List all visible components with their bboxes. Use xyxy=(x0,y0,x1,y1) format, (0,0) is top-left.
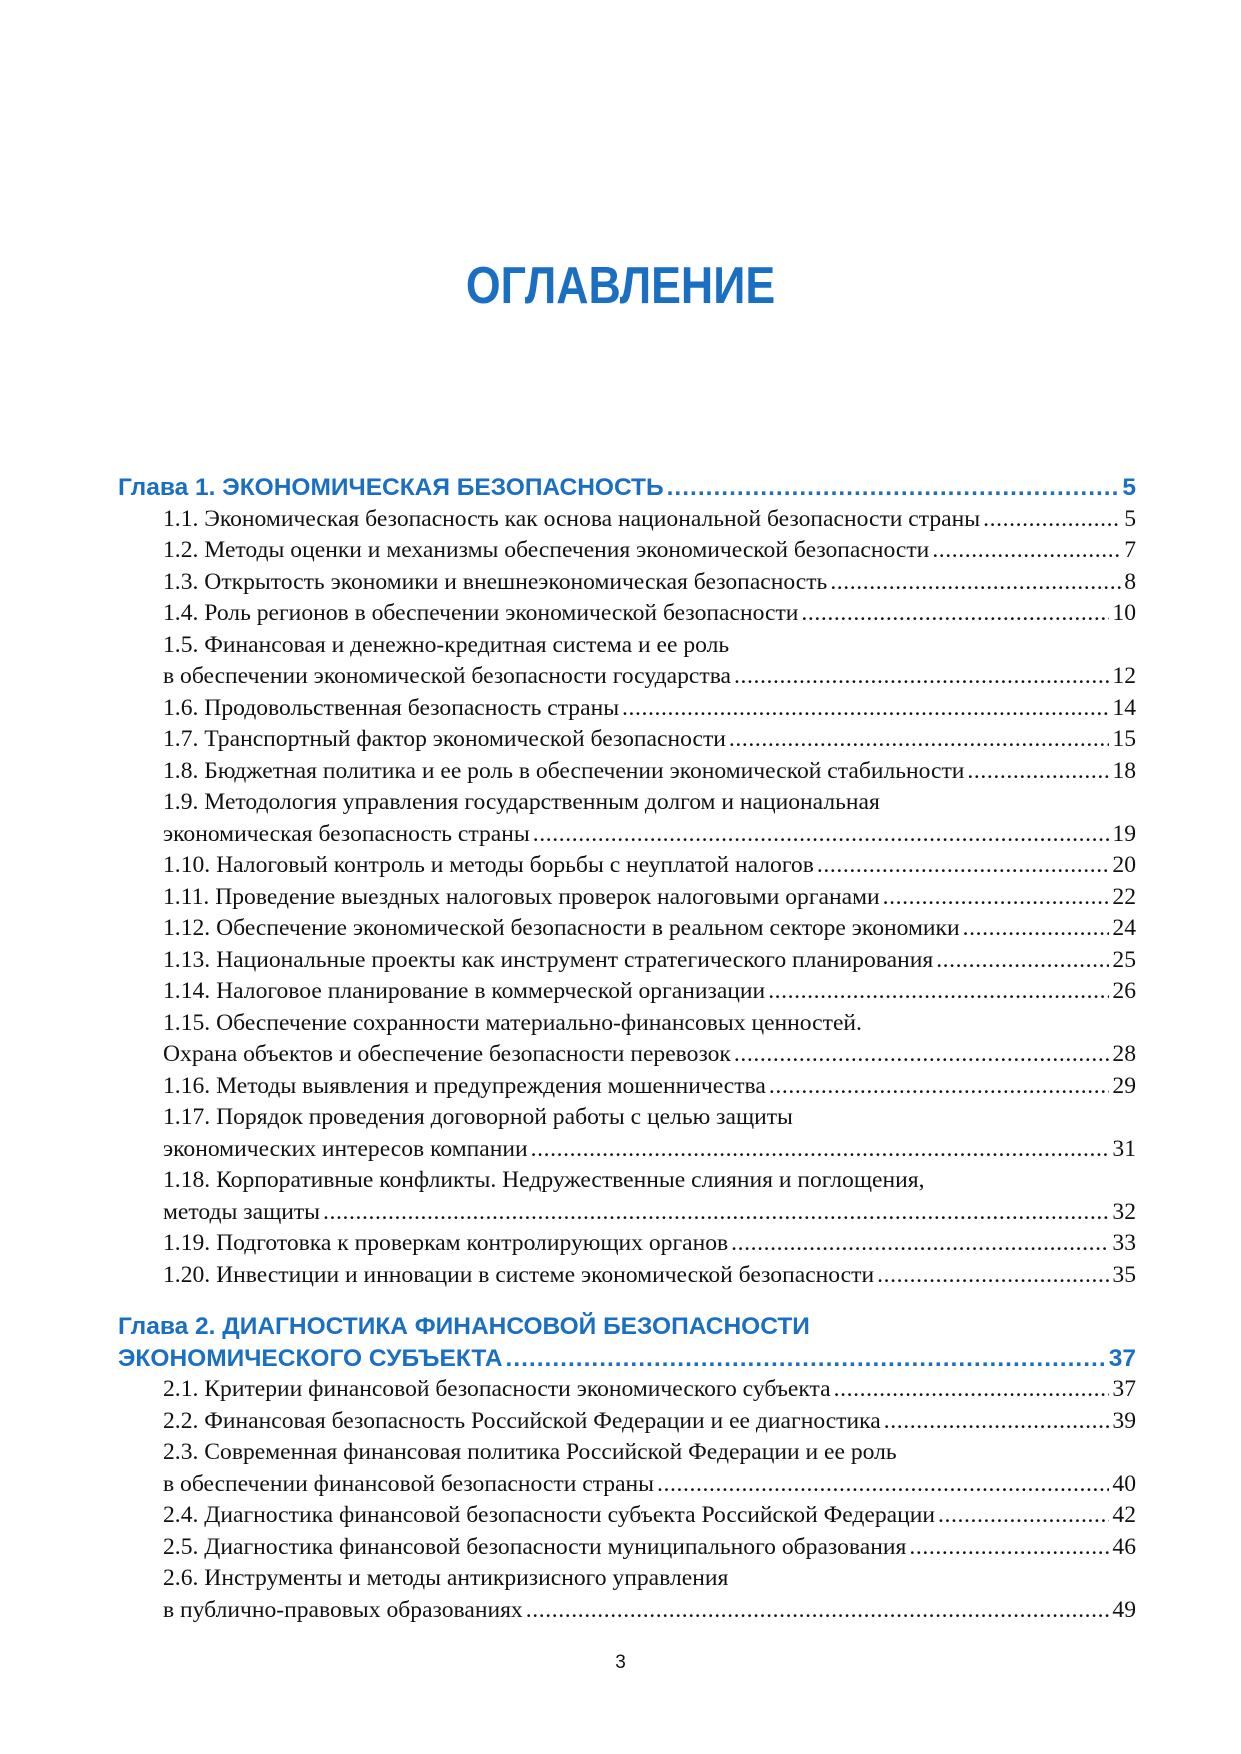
toc-entry-line xyxy=(163,504,1136,536)
toc-entry-line xyxy=(163,1406,1136,1438)
toc-entry-line xyxy=(163,567,1136,599)
toc-entry-title: 2.5. Диагностика финансовой безопасности муниципального образования xyxy=(163,1533,907,1560)
toc-entry-line xyxy=(163,1260,1136,1292)
toc-entry-title: экономических интересов компании xyxy=(163,1135,528,1162)
dot-leader xyxy=(963,913,1110,945)
toc-entry-page-number: 37 xyxy=(1112,1376,1136,1402)
dot-leader xyxy=(932,535,1121,567)
dot-leader xyxy=(769,1071,1110,1103)
toc-entry-line xyxy=(163,1374,1136,1406)
toc-entry-page-number: 7 xyxy=(1124,537,1136,563)
toc-entry-line xyxy=(163,1134,1136,1166)
dot-leader xyxy=(657,1469,1109,1501)
toc-entry-page-number: 15 xyxy=(1112,726,1136,752)
toc-entry-title: 1.14. Налоговое планирование в коммерческой организации xyxy=(163,978,766,1004)
toc-entry-line xyxy=(163,598,1136,630)
toc-entry-title: 1.6. Продовольственная безопасность страны xyxy=(163,694,620,721)
toc-entry-title: 1.10. Налоговый контроль и методы борьбы с неуплатой налогов xyxy=(163,852,814,878)
toc-entry-title: 2.3. Современная финансовая политика Российской Федерации и ее роль xyxy=(163,1439,897,1465)
toc-entry[interactable] xyxy=(118,756,1136,788)
toc-entry-title: 1.2. Методы оценки и механизмы обеспечения экономической безопасности xyxy=(163,537,930,563)
toc-entry-page-number: 8 xyxy=(1124,568,1136,595)
toc-entry-line xyxy=(163,976,1136,1008)
toc-entry[interactable] xyxy=(118,882,1136,914)
dot-leader xyxy=(801,598,1109,630)
toc-entry-title: 1.9. Методология управления государственным долгом и национальная xyxy=(163,789,880,815)
toc-entry[interactable] xyxy=(118,1102,1136,1165)
chapter-title: ЭКОНОМИЧЕСКОГО СУБЪЕКТА xyxy=(118,1344,503,1372)
dot-leader xyxy=(877,1260,1109,1292)
toc-entry-title: в обеспечении экономической безопасности государства xyxy=(163,663,732,689)
toc-entry[interactable] xyxy=(118,1532,1136,1564)
toc-entry-line xyxy=(163,1008,1136,1040)
chapter-page-number: 5 xyxy=(1122,474,1136,501)
toc-entry[interactable] xyxy=(118,1260,1136,1292)
toc-entry-page-number: 20 xyxy=(1112,852,1136,878)
toc-entry-line xyxy=(163,1437,1136,1469)
toc-entry-line xyxy=(163,1595,1136,1627)
toc-entry[interactable] xyxy=(118,913,1136,945)
toc-entry[interactable] xyxy=(118,1374,1136,1406)
dot-leader xyxy=(667,472,1120,504)
dot-leader xyxy=(884,1406,1110,1438)
toc-entry-page-number: 42 xyxy=(1112,1502,1136,1528)
toc-entry-title: 1.20. Инвестиции и инновации в системе экономической безопасности xyxy=(163,1261,875,1288)
chapter-title: Глава 2. ДИАГНОСТИКА ФИНАНСОВОЙ БЕЗОПАСНОСТИ xyxy=(118,1313,810,1340)
toc-entry[interactable] xyxy=(118,787,1136,850)
toc-entry-line xyxy=(163,661,1136,693)
toc-entry[interactable] xyxy=(118,976,1136,1008)
dot-leader xyxy=(506,1343,1106,1375)
page-title: ОГЛАВЛЕНИЕ xyxy=(465,257,776,315)
toc-entry[interactable] xyxy=(118,535,1136,567)
toc-entry-line xyxy=(163,1532,1136,1564)
toc-entry[interactable] xyxy=(118,1228,1136,1260)
toc-entry-title: 1.13. Национальные проекты как инструмент стратегического планирования xyxy=(163,946,934,973)
toc-entry[interactable] xyxy=(118,693,1136,725)
toc-entry-page-number: 35 xyxy=(1112,1261,1136,1288)
toc-entry-line xyxy=(163,724,1136,756)
toc-entry-line xyxy=(163,1071,1136,1103)
dot-leader xyxy=(526,1595,1110,1627)
toc-entry-title: 1.16. Методы выявления и предупреждения мошенничества xyxy=(163,1072,766,1099)
toc-entry-page-number: 18 xyxy=(1112,757,1136,784)
toc-entry-line xyxy=(163,756,1136,788)
toc-entry-page-number: 39 xyxy=(1112,1407,1136,1434)
toc-entry-line xyxy=(163,1563,1136,1595)
toc-entry-line xyxy=(163,882,1136,914)
toc-entry-title: 2.4. Диагностика финансовой безопасности субъекта Российской Федерации xyxy=(163,1502,936,1528)
toc-entry-page-number: 12 xyxy=(1112,663,1136,689)
toc-entry-line xyxy=(163,693,1136,725)
page-number: 3 xyxy=(615,1652,626,1673)
toc-entry[interactable] xyxy=(118,1071,1136,1103)
dot-leader xyxy=(909,1532,1109,1564)
toc-entry[interactable] xyxy=(118,1500,1136,1532)
toc-entry-line xyxy=(163,1197,1136,1229)
toc-entry[interactable] xyxy=(118,1165,1136,1228)
toc-entry-title: 1.3. Открытость экономики и внешнеэкономическая безопасность xyxy=(163,568,828,595)
dot-leader xyxy=(817,850,1110,882)
toc-entry[interactable] xyxy=(118,1406,1136,1438)
chapter-title: Глава 1. ЭКОНОМИЧЕСКАЯ БЕЗОПАСНОСТЬ xyxy=(118,474,664,501)
toc-entry-title: 1.5. Финансовая и денежно-кредитная система и ее роль xyxy=(163,631,730,658)
toc-entry[interactable] xyxy=(118,1008,1136,1071)
toc-entry-page-number: 40 xyxy=(1112,1470,1136,1497)
toc-entry-line xyxy=(163,630,1136,662)
toc-entry[interactable] xyxy=(118,504,1136,536)
toc-entry-title: Охрана объектов и обеспечение безопасности перевозок xyxy=(163,1041,731,1067)
toc-entry-title: экономическая безопасность страны xyxy=(163,820,530,847)
toc-entry-line xyxy=(163,1039,1136,1071)
toc-entry-line xyxy=(163,1165,1136,1197)
toc-entry-line xyxy=(163,1500,1136,1532)
dot-leader xyxy=(622,693,1109,725)
toc-entry-title: 2.1. Критерии финансовой безопасности экономического субъекта xyxy=(163,1376,831,1402)
dot-leader xyxy=(883,882,1110,914)
toc-entry-page-number: 19 xyxy=(1112,820,1136,847)
toc-entry-title: 1.8. Бюджетная политика и ее роль в обеспечении экономической стабильности xyxy=(163,757,965,784)
dot-leader xyxy=(734,661,1109,693)
toc-entry-line xyxy=(163,535,1136,567)
toc-entry-page-number: 24 xyxy=(1112,915,1136,941)
toc-entry[interactable] xyxy=(118,724,1136,756)
chapter-heading-line xyxy=(118,1311,1136,1343)
toc-entry-line xyxy=(163,787,1136,819)
dot-leader xyxy=(734,1039,1110,1071)
toc-entry-page-number: 29 xyxy=(1112,1072,1136,1099)
toc-entry-title: 1.1. Экономическая безопасность как основа национальной безопасности страны xyxy=(163,505,981,532)
dot-leader xyxy=(729,724,1109,756)
toc-entry[interactable] xyxy=(118,630,1136,693)
table-of-contents xyxy=(118,472,1136,1626)
toc-entry-line xyxy=(163,945,1136,977)
toc-entry-title: 1.7. Транспортный фактор экономической безопасности xyxy=(163,726,726,752)
toc-entry-title: 1.15. Обеспечение сохранности материально-финансовых ценностей. xyxy=(163,1009,862,1036)
chapter-heading[interactable] xyxy=(118,1311,1136,1374)
dot-leader xyxy=(768,976,1109,1008)
toc-entry-title: 1.18. Корпоративные конфликты. Недружественные слияния и поглощения, xyxy=(163,1167,925,1193)
toc-entry-page-number: 22 xyxy=(1112,883,1136,910)
toc-entry-title: методы защиты xyxy=(163,1198,321,1225)
toc-entry[interactable] xyxy=(118,567,1136,599)
toc-entry-page-number: 33 xyxy=(1112,1230,1136,1256)
toc-entry[interactable] xyxy=(118,850,1136,882)
toc-entry-title: в публично-правовых образованиях xyxy=(163,1596,523,1623)
chapter-heading-line xyxy=(118,472,1136,504)
toc-entry-page-number: 14 xyxy=(1112,694,1136,721)
toc-entry-title: 1.11. Проведение выездных налоговых проверок налоговыми органами xyxy=(163,883,880,910)
toc-entry-line xyxy=(163,1228,1136,1260)
dot-leader xyxy=(830,567,1121,599)
toc-entry-title: 1.4. Роль регионов в обеспечении экономической безопасности xyxy=(163,600,799,626)
toc-entry-page-number: 10 xyxy=(1112,600,1136,626)
toc-entry-title: в обеспечении финансовой безопасности страны xyxy=(163,1470,655,1497)
dot-leader xyxy=(936,945,1109,977)
chapter-heading[interactable] xyxy=(118,472,1136,504)
toc-entry[interactable] xyxy=(118,945,1136,977)
toc-entry-page-number: 46 xyxy=(1112,1533,1136,1560)
toc-entry-page-number: 32 xyxy=(1112,1198,1136,1225)
toc-entry-page-number: 5 xyxy=(1124,505,1136,532)
toc-entry-line xyxy=(163,1469,1136,1501)
toc-entry-line xyxy=(163,850,1136,882)
toc-entry[interactable] xyxy=(118,1437,1136,1500)
toc-entry-title: 1.17. Порядок проведения договорной работы с целью защиты xyxy=(163,1104,793,1130)
dot-leader xyxy=(834,1374,1110,1406)
toc-entry-page-number: 31 xyxy=(1112,1135,1136,1162)
toc-entry-page-number: 26 xyxy=(1112,978,1136,1004)
toc-entry-line xyxy=(163,1102,1136,1134)
dot-leader xyxy=(938,1500,1109,1532)
toc-entry-title: 1.12. Обеспечение экономической безопасности в реальном секторе экономики xyxy=(163,915,960,941)
chapter-heading-line xyxy=(118,1343,1136,1375)
dot-leader xyxy=(533,819,1110,851)
dot-leader xyxy=(731,1228,1109,1260)
dot-leader xyxy=(983,504,1121,536)
toc-entry[interactable] xyxy=(118,1563,1136,1626)
chapter-page-number: 37 xyxy=(1108,1344,1136,1372)
toc-entry[interactable] xyxy=(118,598,1136,630)
dot-leader xyxy=(967,756,1109,788)
toc-entry-page-number: 28 xyxy=(1112,1041,1136,1067)
dot-leader xyxy=(531,1134,1110,1166)
dot-leader xyxy=(323,1197,1109,1229)
toc-entry-title: 2.6. Инструменты и методы антикризисного управления xyxy=(163,1565,729,1591)
toc-entry-title: 1.19. Подготовка к проверкам контролирующих органов xyxy=(163,1230,729,1256)
toc-entry-page-number: 49 xyxy=(1112,1596,1136,1623)
toc-entry-title: 2.2. Финансовая безопасность Российской Федерации и ее диагностика xyxy=(163,1407,881,1434)
toc-entry-line xyxy=(163,913,1136,945)
toc-entry-line xyxy=(163,819,1136,851)
toc-entry-page-number: 25 xyxy=(1112,946,1136,973)
